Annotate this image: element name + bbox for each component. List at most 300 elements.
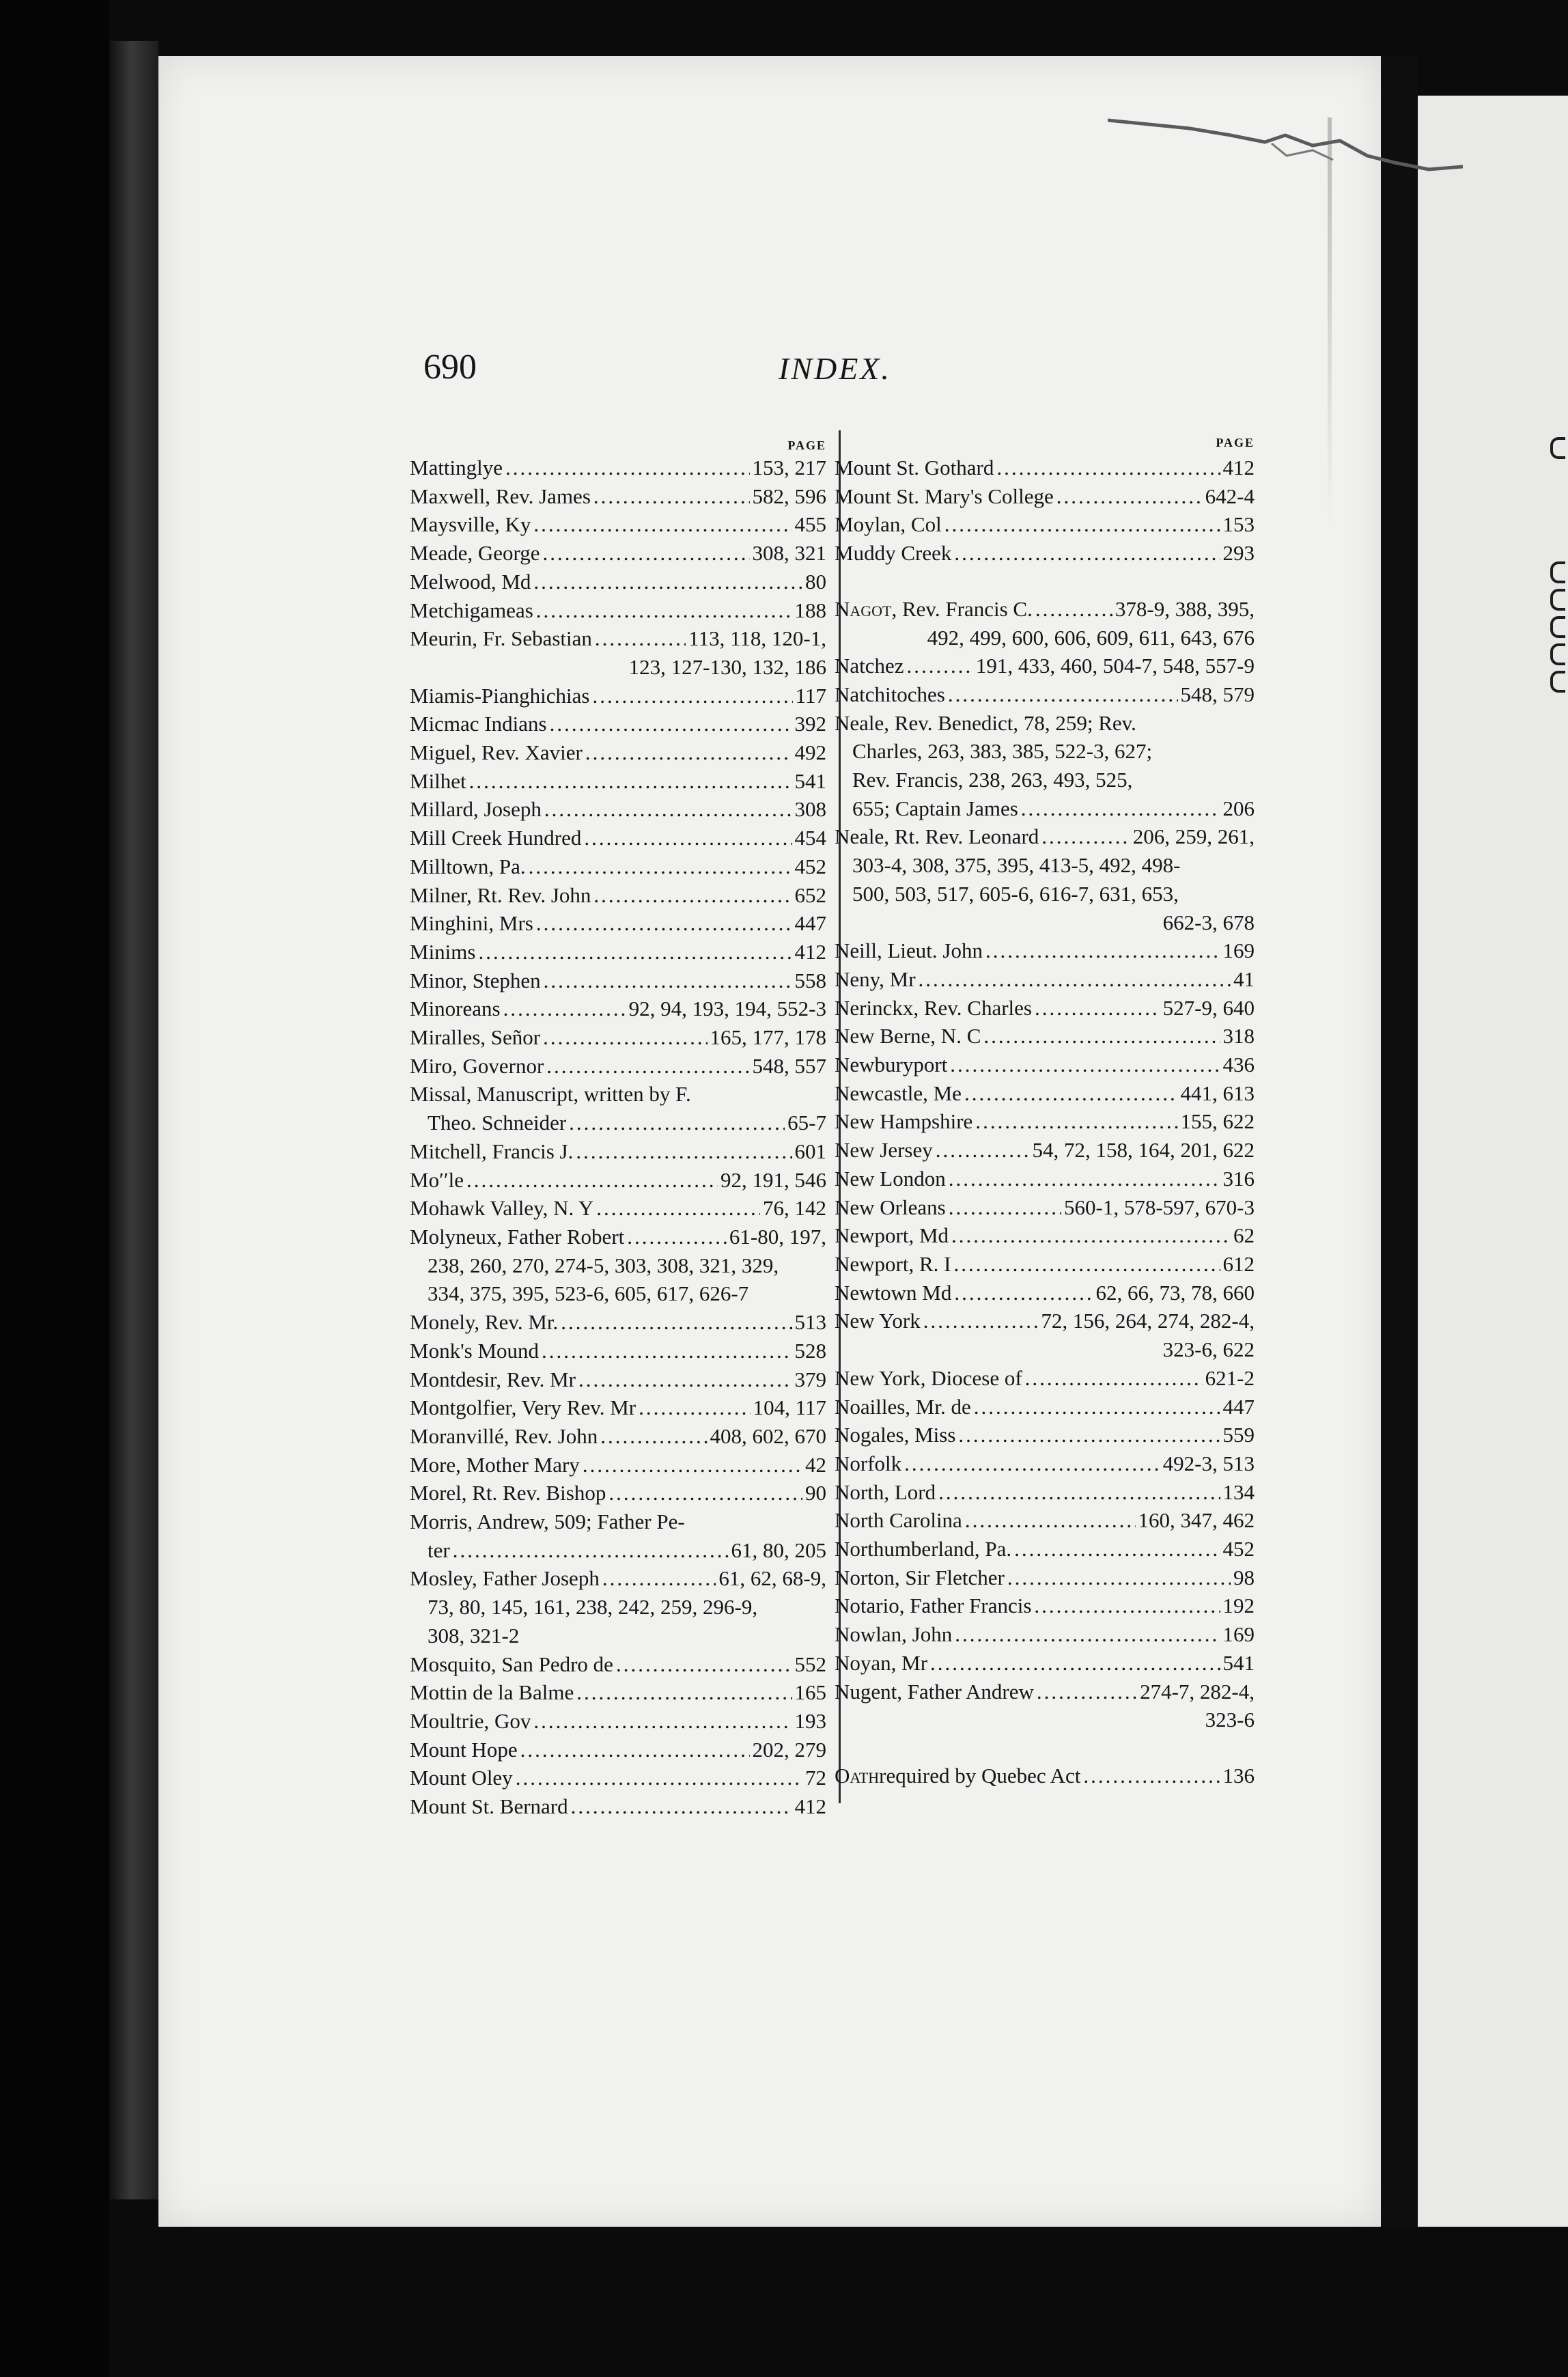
entry-pages: 436	[1222, 1053, 1255, 1077]
dot-leader	[543, 539, 750, 568]
entry-pages: 601	[794, 1139, 826, 1163]
page-column-label: PAGE	[787, 439, 826, 452]
dot-leader	[578, 1365, 792, 1394]
entry-continuation	[410, 1536, 826, 1565]
dot-leader	[608, 1479, 802, 1507]
dot-leader	[639, 1393, 751, 1422]
dot-leader	[595, 624, 686, 653]
entry-pages: 90	[805, 1481, 826, 1505]
index-entry	[410, 852, 826, 881]
entry-pages: 513	[794, 1310, 826, 1335]
index-entry	[835, 454, 1255, 482]
entry-pages: 582, 596	[752, 484, 826, 508]
dot-leader	[1083, 1762, 1220, 1790]
index-entry	[410, 824, 826, 852]
entry-text: Noailles, Mr. de	[835, 1394, 971, 1419]
continuation-text: 500, 503, 517, 605-6, 616-7, 631, 653,	[852, 881, 1179, 906]
entry-pages: 293	[1222, 541, 1255, 566]
entry-pages: 621-2	[1205, 1365, 1255, 1390]
entry-text: Newport, R. I	[835, 1251, 951, 1276]
entry-text: Minoreans	[410, 997, 501, 1021]
entry-pages: 408, 602, 670	[710, 1423, 826, 1448]
entry-text: Neale, Rev. Benedict, 78, 259; Rev.	[835, 710, 1136, 735]
entry-continuation	[835, 880, 1255, 908]
index-entry	[835, 539, 1255, 568]
entry-text: Mattinglye	[410, 456, 503, 479]
page-gutter	[1381, 56, 1418, 2227]
entry-text: More, Mother Mary	[410, 1452, 580, 1477]
entry-pages: 412	[794, 939, 826, 964]
index-entry	[410, 795, 826, 824]
entry-text: Miguel, Rev. Xavier	[410, 740, 583, 765]
continuation-pages: 492, 499, 600, 606, 609, 611, 643, 676	[927, 625, 1255, 650]
index-entry	[410, 1479, 826, 1507]
index-entry	[835, 1393, 1255, 1421]
index-entry	[410, 909, 826, 938]
entry-text: Moylan, Col	[835, 512, 942, 537]
dot-leader	[627, 1223, 727, 1251]
index-entry	[410, 967, 826, 995]
dot-leader	[516, 1764, 802, 1792]
index-entry	[410, 1393, 826, 1422]
dot-leader	[546, 1052, 749, 1081]
entry-continuation	[835, 624, 1255, 652]
dot-leader	[533, 1707, 792, 1736]
index-entry	[410, 624, 826, 653]
dot-leader	[583, 1451, 802, 1479]
dot-leader	[1041, 822, 1130, 851]
entry-text: Minghini, Mrs	[410, 911, 533, 936]
dot-leader	[958, 1421, 1220, 1449]
entry-pages: 188	[794, 598, 826, 622]
index-entry	[835, 1364, 1255, 1393]
entry-continuation	[410, 1622, 826, 1650]
entry-pages: 642-4	[1205, 484, 1255, 508]
entry-text: Melwood, Md	[410, 569, 531, 594]
entry-text: Metchigameas	[410, 598, 533, 622]
entry-text: Noyan, Mr	[835, 1650, 928, 1675]
entry-pages: 548, 557	[752, 1053, 826, 1078]
entry-text: , Rev. Francis C.	[891, 596, 1033, 621]
index-entry	[835, 482, 1255, 511]
index-entry	[835, 822, 1255, 851]
entry-pages: 54, 72, 158, 164, 201, 622	[1032, 1138, 1255, 1163]
index-entry	[410, 1678, 826, 1707]
dot-leader	[571, 1792, 792, 1821]
dot-leader	[533, 510, 792, 539]
entry-text: Miamis-Pianghichias	[410, 683, 590, 708]
entry-pages: 191, 433, 460, 504-7, 548, 557-9	[975, 654, 1255, 678]
index-entry	[410, 881, 826, 910]
dot-leader	[965, 1506, 1136, 1535]
entry-lead-word: Oath	[835, 1763, 880, 1788]
entry-text: New York, Diocese of	[835, 1365, 1022, 1390]
continuation-text: 334, 375, 395, 523-6, 605, 617, 626-7	[428, 1281, 749, 1306]
entry-pages: 558	[794, 968, 826, 992]
page-tear-mark	[1108, 115, 1463, 190]
dot-leader	[1014, 1535, 1220, 1563]
dot-leader	[974, 1393, 1220, 1421]
index-entry	[835, 709, 1255, 738]
index-entry	[835, 1563, 1255, 1592]
entry-pages: 72, 156, 264, 274, 282-4,	[1041, 1309, 1255, 1333]
index-entry	[835, 1478, 1255, 1507]
index-entry	[835, 1649, 1255, 1678]
entry-pages: 559	[1222, 1423, 1255, 1447]
index-entry-list	[410, 454, 826, 1821]
entry-text: Nerinckx, Rev. Charles	[835, 995, 1032, 1020]
index-entry	[410, 1194, 826, 1223]
entry-text: Minims	[410, 939, 476, 964]
entry-pages: 412	[794, 1794, 826, 1819]
page-column-label: PAGE	[1216, 436, 1255, 449]
continuation-pages: 323-6, 622	[1162, 1337, 1255, 1362]
entry-text: New London	[835, 1166, 946, 1191]
index-entry	[835, 965, 1255, 994]
letter-gap	[835, 568, 1255, 595]
entry-text: Mount Hope	[410, 1737, 518, 1762]
entry-text: Molyneux, Father Robert	[410, 1224, 625, 1249]
dot-leader	[596, 1194, 760, 1223]
entry-text: Nugent, Father Andrew	[835, 1679, 1034, 1704]
dot-leader	[542, 1337, 792, 1365]
entry-continuation	[410, 1109, 826, 1137]
index-entry	[835, 1279, 1255, 1307]
entry-text: Norfolk	[835, 1451, 902, 1475]
index-entry	[835, 1449, 1255, 1478]
dot-leader	[520, 1736, 750, 1764]
entry-pages: 308, 321	[752, 541, 826, 566]
dot-leader	[951, 1221, 1231, 1250]
entry-pages: 42	[805, 1452, 826, 1477]
entry-text: Mottin de la Balme	[410, 1680, 574, 1705]
entry-text: Newport, Md	[835, 1223, 949, 1248]
index-entry	[835, 1193, 1255, 1222]
index-column-left	[410, 437, 826, 1821]
index-entry	[835, 1678, 1255, 1706]
continuation-pages: 206	[1222, 796, 1255, 820]
entry-pages: 454	[794, 826, 826, 850]
entry-text: Morel, Rt. Rev. Bishop	[410, 1481, 606, 1505]
entry-pages: 136	[1222, 1763, 1255, 1788]
entry-text: Mount St. Mary's College	[835, 484, 1054, 508]
index-entry	[835, 1250, 1255, 1279]
index-entry	[835, 1591, 1255, 1620]
entry-pages: 492	[794, 740, 826, 765]
facing-page-edge	[1418, 96, 1568, 2227]
index-entry	[835, 1535, 1255, 1563]
entry-pages: 169	[1222, 1622, 1255, 1647]
index-entry	[410, 1451, 826, 1479]
index-entry	[410, 1023, 826, 1052]
index-entry	[410, 1166, 826, 1195]
entry-pages: 153	[1222, 512, 1255, 537]
dot-leader	[996, 454, 1220, 482]
entry-pages: 378-9, 388, 395,	[1115, 596, 1255, 621]
entry-pages: 169	[1222, 939, 1255, 963]
dot-leader	[544, 795, 792, 824]
entry-text: Moultrie, Gov	[410, 1708, 531, 1733]
entry-continuation	[410, 1251, 826, 1280]
continuation-text: 303-4, 308, 375, 395, 413-5, 492, 498-	[852, 853, 1181, 878]
entry-pages: 165	[794, 1680, 826, 1705]
entry-text: Moranvillé, Rev. John	[410, 1423, 598, 1448]
entry-text: Newcastle, Me	[835, 1081, 962, 1105]
entry-text: Meade, George	[410, 541, 540, 566]
index-entry	[835, 652, 1255, 680]
entry-text: Monely, Rev. Mr.	[410, 1310, 559, 1335]
dot-leader	[983, 1022, 1220, 1051]
dot-leader	[453, 1536, 729, 1565]
index-entry	[410, 1337, 826, 1365]
index-entry	[835, 936, 1255, 965]
entry-text: Montdesir, Rev. Mr	[410, 1367, 576, 1391]
dot-leader	[569, 1109, 785, 1137]
index-entry	[410, 1137, 826, 1166]
scan-border-left	[0, 0, 109, 2377]
continuation-pages: 662-3, 678	[1162, 910, 1255, 934]
index-entry	[410, 1308, 826, 1337]
entry-continuation	[835, 766, 1255, 794]
index-entry	[835, 1307, 1255, 1335]
entry-text: Mitchell, Francis J.	[410, 1139, 574, 1163]
dot-leader	[550, 710, 792, 738]
entry-text: Mount St. Bernard	[410, 1794, 568, 1819]
entry-continuation	[835, 1335, 1255, 1364]
entry-text: New Jersey	[835, 1138, 933, 1163]
index-entry	[835, 1506, 1255, 1535]
entry-pages: 41	[1233, 967, 1255, 991]
entry-pages: 62	[1233, 1223, 1255, 1248]
continuation-text: Charles, 263, 383, 385, 522-3, 627;	[852, 739, 1153, 764]
entry-lead-word: Nagot	[835, 596, 892, 621]
dot-leader	[536, 909, 792, 938]
entry-continuation	[410, 1279, 826, 1308]
entry-pages: 316	[1222, 1166, 1255, 1191]
index-entry	[410, 1052, 826, 1081]
index-entry	[835, 994, 1255, 1023]
entry-pages: 134	[1222, 1479, 1255, 1504]
dot-leader	[944, 510, 1220, 539]
index-entry	[835, 1620, 1255, 1649]
entry-text: Norton, Sir Fletcher	[835, 1565, 1005, 1589]
continuation-text: 308, 321-2	[428, 1623, 520, 1648]
index-entry	[835, 1022, 1255, 1051]
letter-gap	[835, 1734, 1255, 1762]
entry-text: Montgolfier, Very Rev. Mr	[410, 1395, 636, 1420]
index-entry	[410, 1792, 826, 1821]
entry-text: Moʹʹle	[410, 1167, 464, 1192]
continuation-text: Theo. Schneider	[428, 1111, 567, 1135]
dot-leader	[478, 938, 792, 967]
index-entry	[410, 995, 826, 1023]
entry-pages: 527-9, 640	[1162, 995, 1255, 1020]
entry-continuation	[835, 737, 1255, 766]
entry-text: Meurin, Fr. Sebastian	[410, 626, 592, 651]
index-entry	[835, 510, 1255, 539]
entry-pages: 206, 259, 261,	[1132, 824, 1255, 849]
index-entry	[410, 596, 826, 625]
entry-pages: 528	[794, 1338, 826, 1363]
entry-text: Mount Oley	[410, 1766, 513, 1790]
entry-pages: 80	[805, 569, 826, 594]
entry-pages: 72	[805, 1766, 826, 1790]
entry-text: Missal, Manuscript, written by F.	[410, 1082, 691, 1107]
index-entry	[835, 1107, 1255, 1136]
dot-leader	[923, 1307, 1039, 1335]
index-entry	[410, 1764, 826, 1792]
entry-pages: 308	[794, 797, 826, 822]
continuation-text: 655; Captain James	[852, 796, 1018, 820]
entry-text: Millard, Joseph	[410, 797, 542, 822]
dot-leader	[593, 482, 750, 511]
index-entry	[410, 1707, 826, 1736]
dot-leader	[561, 1308, 792, 1337]
dot-leader	[1034, 1591, 1220, 1620]
continuation-text: Rev. Francis, 238, 263, 493, 525,	[852, 768, 1133, 792]
entry-pages: 62, 66, 73, 78, 660	[1095, 1280, 1255, 1305]
entry-pages: 452	[1222, 1537, 1255, 1561]
dot-leader	[904, 1449, 1160, 1478]
entry-pages: 452	[794, 854, 826, 878]
entry-continuation	[410, 1593, 826, 1622]
dot-leader	[602, 1564, 716, 1593]
page-number: 690	[423, 348, 477, 387]
entry-text: Nowlan, John	[835, 1622, 953, 1647]
entry-pages: 165, 177, 178	[710, 1025, 826, 1050]
dot-leader	[953, 1250, 1220, 1279]
entry-text: Milhet	[410, 768, 466, 793]
entry-text: Muddy Creek	[835, 541, 952, 566]
entry-text: Milner, Rt. Rev. John	[410, 882, 591, 907]
dot-leader	[950, 1051, 1220, 1079]
continuation-text: ter	[428, 1538, 450, 1562]
index-entry	[410, 1564, 826, 1593]
dot-leader	[585, 738, 792, 767]
index-entry	[835, 1079, 1255, 1108]
dot-leader	[616, 1650, 792, 1679]
index-entry	[410, 1422, 826, 1451]
entry-text: Milltown, Pa.	[410, 854, 526, 878]
entry-continuation	[835, 1706, 1255, 1734]
dot-leader	[1056, 482, 1203, 511]
dot-leader	[954, 1279, 1093, 1307]
entry-text: Minor, Stephen	[410, 968, 541, 992]
index-entry-list	[835, 454, 1255, 1790]
facing-page-letter-fragments	[1550, 437, 1568, 724]
continuation-pages: 123, 127-130, 132, 186	[628, 654, 826, 679]
index-entry	[835, 680, 1255, 709]
dot-leader	[949, 1165, 1220, 1193]
dot-leader	[584, 824, 792, 852]
entry-text: North, Lord	[835, 1479, 936, 1504]
entry-text: New York	[835, 1309, 921, 1333]
entry-text: Micmac Indians	[410, 712, 547, 736]
index-entry	[410, 482, 826, 511]
entry-continuation	[835, 851, 1255, 880]
entry-pages: 76, 142	[763, 1196, 826, 1221]
dot-leader	[1007, 1563, 1231, 1592]
entry-pages: 193	[794, 1708, 826, 1733]
index-entry	[410, 767, 826, 796]
dot-leader	[592, 682, 792, 710]
dot-leader	[1021, 794, 1220, 823]
entry-text: Miro, Governor	[410, 1053, 544, 1078]
entry-text: Neill, Lieut. John	[835, 939, 983, 963]
entry-pages: 392	[794, 712, 826, 736]
continuation-text: 238, 260, 270, 274-5, 303, 308, 321, 329,	[428, 1253, 779, 1277]
entry-pages: 113, 118, 120-1,	[688, 626, 826, 651]
dot-leader	[544, 967, 792, 995]
dot-leader	[576, 1137, 792, 1166]
entry-pages: 612	[1222, 1251, 1255, 1276]
entry-pages: 552	[794, 1652, 826, 1676]
book-binding-edge	[109, 41, 158, 2199]
dot-leader	[533, 568, 802, 596]
entry-pages: 61, 62, 68-9,	[718, 1566, 826, 1591]
dot-leader	[1025, 1364, 1203, 1393]
dot-leader	[576, 1678, 792, 1707]
dot-leader	[466, 1166, 718, 1195]
entry-text: Morris, Andrew, 509; Father Pe-	[410, 1510, 685, 1534]
dot-leader	[503, 995, 626, 1023]
dot-leader	[964, 1079, 1178, 1108]
entry-pages: 192	[1222, 1594, 1255, 1618]
index-entry	[410, 454, 826, 482]
dot-leader	[955, 1620, 1220, 1649]
dot-leader	[936, 1136, 1030, 1165]
index-entry	[410, 1650, 826, 1679]
index-entry	[835, 1051, 1255, 1079]
entry-pages: 92, 94, 193, 194, 552-3	[628, 997, 826, 1021]
entry-text: New Hampshire	[835, 1109, 973, 1134]
entry-text: Miralles, Señor	[410, 1025, 541, 1050]
dot-leader	[1035, 595, 1112, 624]
entry-continuation	[835, 908, 1255, 937]
entry-text: Monk's Mound	[410, 1338, 540, 1363]
entry-text: Notario, Father Francis	[835, 1594, 1032, 1618]
entry-pages: 274-7, 282-4,	[1140, 1679, 1255, 1704]
entry-text: Mohawk Valley, N. Y	[410, 1196, 594, 1221]
entry-pages: 447	[794, 911, 826, 936]
index-entry	[410, 1223, 826, 1251]
entry-pages: 492-3, 513	[1162, 1451, 1255, 1475]
dot-leader	[907, 652, 973, 680]
dot-leader	[949, 1193, 1061, 1222]
dot-leader	[543, 1023, 707, 1052]
index-column-right	[835, 454, 1255, 1790]
entry-pages: 61-80, 197,	[729, 1224, 826, 1249]
entry-pages: 447	[1222, 1394, 1255, 1419]
entry-pages: 92, 191, 546	[720, 1167, 826, 1192]
entry-text: Mosquito, San Pedro de	[410, 1652, 613, 1676]
entry-text: New Orleans	[835, 1195, 946, 1219]
entry-pages: 117	[795, 683, 826, 708]
entry-text: required by Quebec Act	[879, 1763, 1081, 1788]
entry-text: New Berne, N. C	[835, 1024, 981, 1048]
continuation-pages: 65-7	[787, 1111, 826, 1135]
entry-text: Maxwell, Rev. James	[410, 484, 591, 508]
index-entry	[835, 1221, 1255, 1250]
entry-pages: 548, 579	[1180, 682, 1255, 706]
dot-leader	[600, 1422, 707, 1451]
dot-leader	[975, 1107, 1177, 1136]
dot-leader	[593, 881, 792, 910]
entry-pages: 541	[794, 768, 826, 793]
entry-pages: 98	[1233, 1565, 1255, 1589]
entry-text: Newtown Md	[835, 1280, 952, 1305]
entry-pages: 104, 117	[753, 1395, 826, 1420]
